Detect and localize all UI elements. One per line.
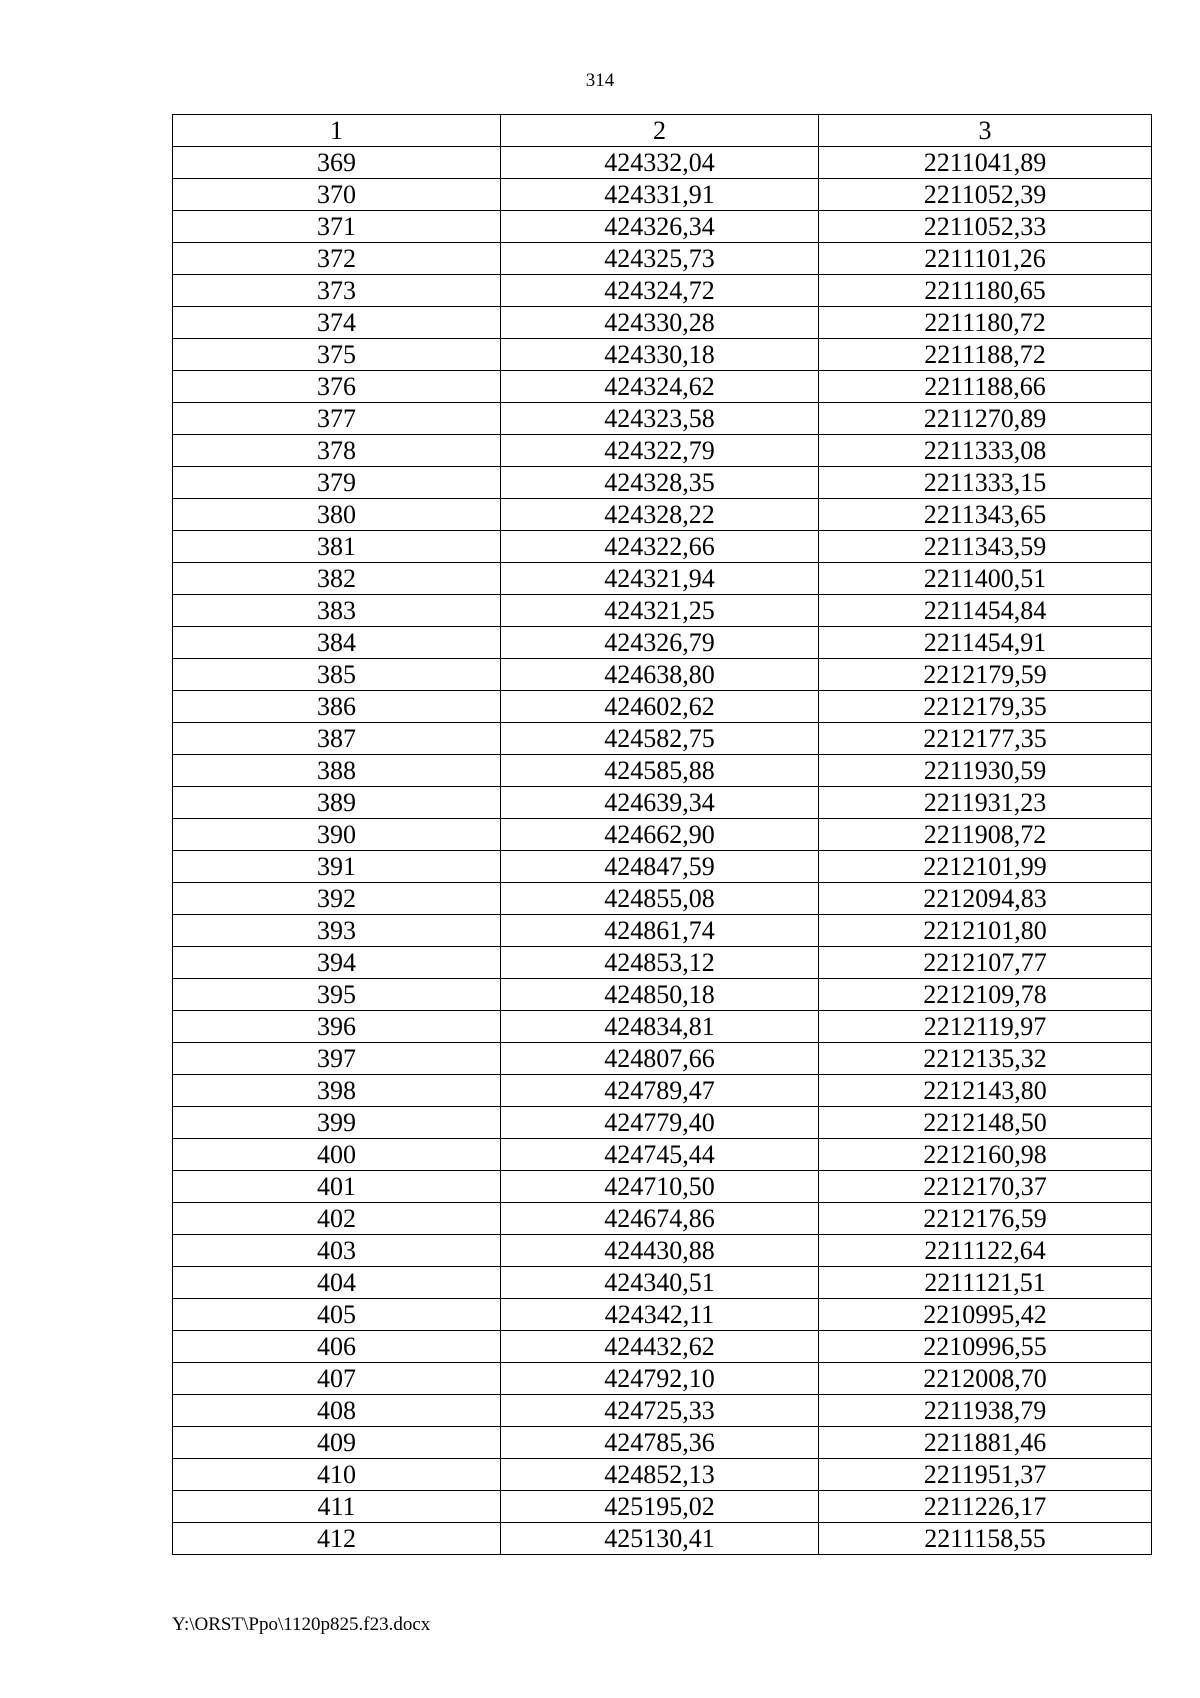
point-number-cell: 409 [173,1427,501,1459]
x-coordinate-cell: 424326,34 [501,211,819,243]
table-row [173,1523,1152,1555]
table-row [173,1107,1152,1139]
x-coordinate-cell: 424745,44 [501,1139,819,1171]
table-row [173,1491,1152,1523]
table-body [173,147,1152,1555]
point-number-cell: 403 [173,1235,501,1267]
table-row [173,979,1152,1011]
x-coordinate-cell: 424432,62 [501,1331,819,1363]
point-number-cell: 370 [173,179,501,211]
x-coordinate-cell: 424853,12 [501,947,819,979]
x-coordinate-cell: 424585,88 [501,755,819,787]
point-number-cell: 394 [173,947,501,979]
y-coordinate-cell: 2212135,32 [819,1043,1152,1075]
point-number-cell: 398 [173,1075,501,1107]
point-number-cell: 411 [173,1491,501,1523]
point-number-cell: 389 [173,787,501,819]
x-coordinate-cell: 424322,79 [501,435,819,467]
y-coordinate-cell: 2211122,64 [819,1235,1152,1267]
y-coordinate-cell: 2212094,83 [819,883,1152,915]
point-number-cell: 379 [173,467,501,499]
point-number-cell: 384 [173,627,501,659]
y-coordinate-cell: 2211188,66 [819,371,1152,403]
y-coordinate-cell: 2212148,50 [819,1107,1152,1139]
y-coordinate-cell: 2211188,72 [819,339,1152,371]
x-coordinate-cell: 424807,66 [501,1043,819,1075]
point-number-cell: 406 [173,1331,501,1363]
point-number-cell: 376 [173,371,501,403]
y-coordinate-cell: 2211938,79 [819,1395,1152,1427]
y-coordinate-cell: 2211454,84 [819,595,1152,627]
y-coordinate-cell: 2212179,59 [819,659,1152,691]
y-coordinate-cell: 2211333,08 [819,435,1152,467]
point-number-cell: 400 [173,1139,501,1171]
x-coordinate-cell: 424850,18 [501,979,819,1011]
table-row [173,435,1152,467]
table-header-row [173,115,1152,147]
x-coordinate-cell: 424332,04 [501,147,819,179]
x-coordinate-cell: 424328,35 [501,467,819,499]
y-coordinate-cell: 2211270,89 [819,403,1152,435]
table-row [173,787,1152,819]
x-coordinate-cell: 424323,58 [501,403,819,435]
point-number-cell: 374 [173,307,501,339]
y-coordinate-cell: 2211180,72 [819,307,1152,339]
table-row [173,947,1152,979]
x-coordinate-cell: 424330,28 [501,307,819,339]
x-coordinate-cell: 424662,90 [501,819,819,851]
x-coordinate-cell: 424710,50 [501,1171,819,1203]
point-number-cell: 371 [173,211,501,243]
point-number-cell: 391 [173,851,501,883]
table-row [173,403,1152,435]
point-number-cell: 393 [173,915,501,947]
table-row [173,1139,1152,1171]
y-coordinate-cell: 2212119,97 [819,1011,1152,1043]
point-number-cell: 410 [173,1459,501,1491]
point-number-cell: 387 [173,723,501,755]
y-coordinate-cell: 2212101,99 [819,851,1152,883]
x-coordinate-cell: 424792,10 [501,1363,819,1395]
table-row [173,627,1152,659]
y-coordinate-cell: 2211908,72 [819,819,1152,851]
x-coordinate-cell: 424321,94 [501,563,819,595]
y-coordinate-cell: 2212109,78 [819,979,1152,1011]
table-row [173,339,1152,371]
column-header-1: 1 [173,115,501,147]
table-row [173,1043,1152,1075]
y-coordinate-cell: 2212179,35 [819,691,1152,723]
x-coordinate-cell: 425195,02 [501,1491,819,1523]
y-coordinate-cell: 2211101,26 [819,243,1152,275]
y-coordinate-cell: 2212101,80 [819,915,1152,947]
table-row [173,211,1152,243]
x-coordinate-cell: 424582,75 [501,723,819,755]
table-row [173,179,1152,211]
point-number-cell: 377 [173,403,501,435]
table-row [173,307,1152,339]
x-coordinate-cell: 425130,41 [501,1523,819,1555]
point-number-cell: 380 [173,499,501,531]
x-coordinate-cell: 424779,40 [501,1107,819,1139]
column-header-2: 2 [501,115,819,147]
x-coordinate-cell: 424430,88 [501,1235,819,1267]
x-coordinate-cell: 424325,73 [501,243,819,275]
table-row [173,1299,1152,1331]
point-number-cell: 372 [173,243,501,275]
y-coordinate-cell: 2211400,51 [819,563,1152,595]
y-coordinate-cell: 2211951,37 [819,1459,1152,1491]
y-coordinate-cell: 2211343,65 [819,499,1152,531]
y-coordinate-cell: 2212143,80 [819,1075,1152,1107]
y-coordinate-cell: 2212170,37 [819,1171,1152,1203]
y-coordinate-cell: 2212160,98 [819,1139,1152,1171]
y-coordinate-cell: 2211052,33 [819,211,1152,243]
y-coordinate-cell: 2210996,55 [819,1331,1152,1363]
point-number-cell: 412 [173,1523,501,1555]
point-number-cell: 401 [173,1171,501,1203]
x-coordinate-cell: 424330,18 [501,339,819,371]
point-number-cell: 390 [173,819,501,851]
point-number-cell: 405 [173,1299,501,1331]
table-row [173,723,1152,755]
x-coordinate-cell: 424340,51 [501,1267,819,1299]
table-row [173,499,1152,531]
x-coordinate-cell: 424785,36 [501,1427,819,1459]
table-row [173,531,1152,563]
table-row [173,1235,1152,1267]
table-row [173,755,1152,787]
y-coordinate-cell: 2211454,91 [819,627,1152,659]
point-number-cell: 392 [173,883,501,915]
table-row [173,819,1152,851]
point-number-cell: 407 [173,1363,501,1395]
table-row [173,1363,1152,1395]
x-coordinate-cell: 424639,34 [501,787,819,819]
point-number-cell: 395 [173,979,501,1011]
point-number-cell: 388 [173,755,501,787]
point-number-cell: 399 [173,1107,501,1139]
table-row [173,1203,1152,1235]
table-row [173,883,1152,915]
x-coordinate-cell: 424602,62 [501,691,819,723]
point-number-cell: 402 [173,1203,501,1235]
x-coordinate-cell: 424847,59 [501,851,819,883]
x-coordinate-cell: 424342,11 [501,1299,819,1331]
table-row [173,1075,1152,1107]
x-coordinate-cell: 424789,47 [501,1075,819,1107]
point-number-cell: 396 [173,1011,501,1043]
y-coordinate-cell: 2211931,23 [819,787,1152,819]
point-number-cell: 381 [173,531,501,563]
y-coordinate-cell: 2211180,65 [819,275,1152,307]
x-coordinate-cell: 424725,33 [501,1395,819,1427]
point-number-cell: 369 [173,147,501,179]
x-coordinate-cell: 424834,81 [501,1011,819,1043]
y-coordinate-cell: 2211052,39 [819,179,1152,211]
point-number-cell: 375 [173,339,501,371]
y-coordinate-cell: 2211343,59 [819,531,1152,563]
column-header-3: 3 [819,115,1152,147]
point-number-cell: 382 [173,563,501,595]
y-coordinate-cell: 2211333,15 [819,467,1152,499]
point-number-cell: 385 [173,659,501,691]
y-coordinate-cell: 2211121,51 [819,1267,1152,1299]
y-coordinate-cell: 2210995,42 [819,1299,1152,1331]
y-coordinate-cell: 2212177,35 [819,723,1152,755]
coordinates-table [172,114,1152,1555]
y-coordinate-cell: 2211158,55 [819,1523,1152,1555]
table-row [173,1267,1152,1299]
y-coordinate-cell: 2212107,77 [819,947,1152,979]
x-coordinate-cell: 424326,79 [501,627,819,659]
table-row [173,595,1152,627]
point-number-cell: 397 [173,1043,501,1075]
table-row [173,1011,1152,1043]
table-row [173,147,1152,179]
point-number-cell: 378 [173,435,501,467]
footer-file-path: Y:\ORST\Ppo\1120p825.f23.docx [172,1614,431,1635]
table-row [173,275,1152,307]
table-row [173,1459,1152,1491]
table-row [173,659,1152,691]
table-row [173,243,1152,275]
y-coordinate-cell: 2212008,70 [819,1363,1152,1395]
table-row [173,467,1152,499]
table-row [173,851,1152,883]
x-coordinate-cell: 424861,74 [501,915,819,947]
page-number: 314 [585,70,615,91]
x-coordinate-cell: 424322,66 [501,531,819,563]
table-row [173,691,1152,723]
x-coordinate-cell: 424324,72 [501,275,819,307]
point-number-cell: 408 [173,1395,501,1427]
table-row [173,1427,1152,1459]
point-number-cell: 386 [173,691,501,723]
point-number-cell: 404 [173,1267,501,1299]
table-row [173,1171,1152,1203]
x-coordinate-cell: 424855,08 [501,883,819,915]
x-coordinate-cell: 424852,13 [501,1459,819,1491]
table-row [173,1395,1152,1427]
y-coordinate-cell: 2212176,59 [819,1203,1152,1235]
x-coordinate-cell: 424321,25 [501,595,819,627]
y-coordinate-cell: 2211881,46 [819,1427,1152,1459]
x-coordinate-cell: 424674,86 [501,1203,819,1235]
x-coordinate-cell: 424324,62 [501,371,819,403]
table-row [173,371,1152,403]
x-coordinate-cell: 424638,80 [501,659,819,691]
table-row [173,563,1152,595]
table-row [173,1331,1152,1363]
y-coordinate-cell: 2211226,17 [819,1491,1152,1523]
point-number-cell: 383 [173,595,501,627]
x-coordinate-cell: 424331,91 [501,179,819,211]
y-coordinate-cell: 2211930,59 [819,755,1152,787]
point-number-cell: 373 [173,275,501,307]
x-coordinate-cell: 424328,22 [501,499,819,531]
table-row [173,915,1152,947]
y-coordinate-cell: 2211041,89 [819,147,1152,179]
